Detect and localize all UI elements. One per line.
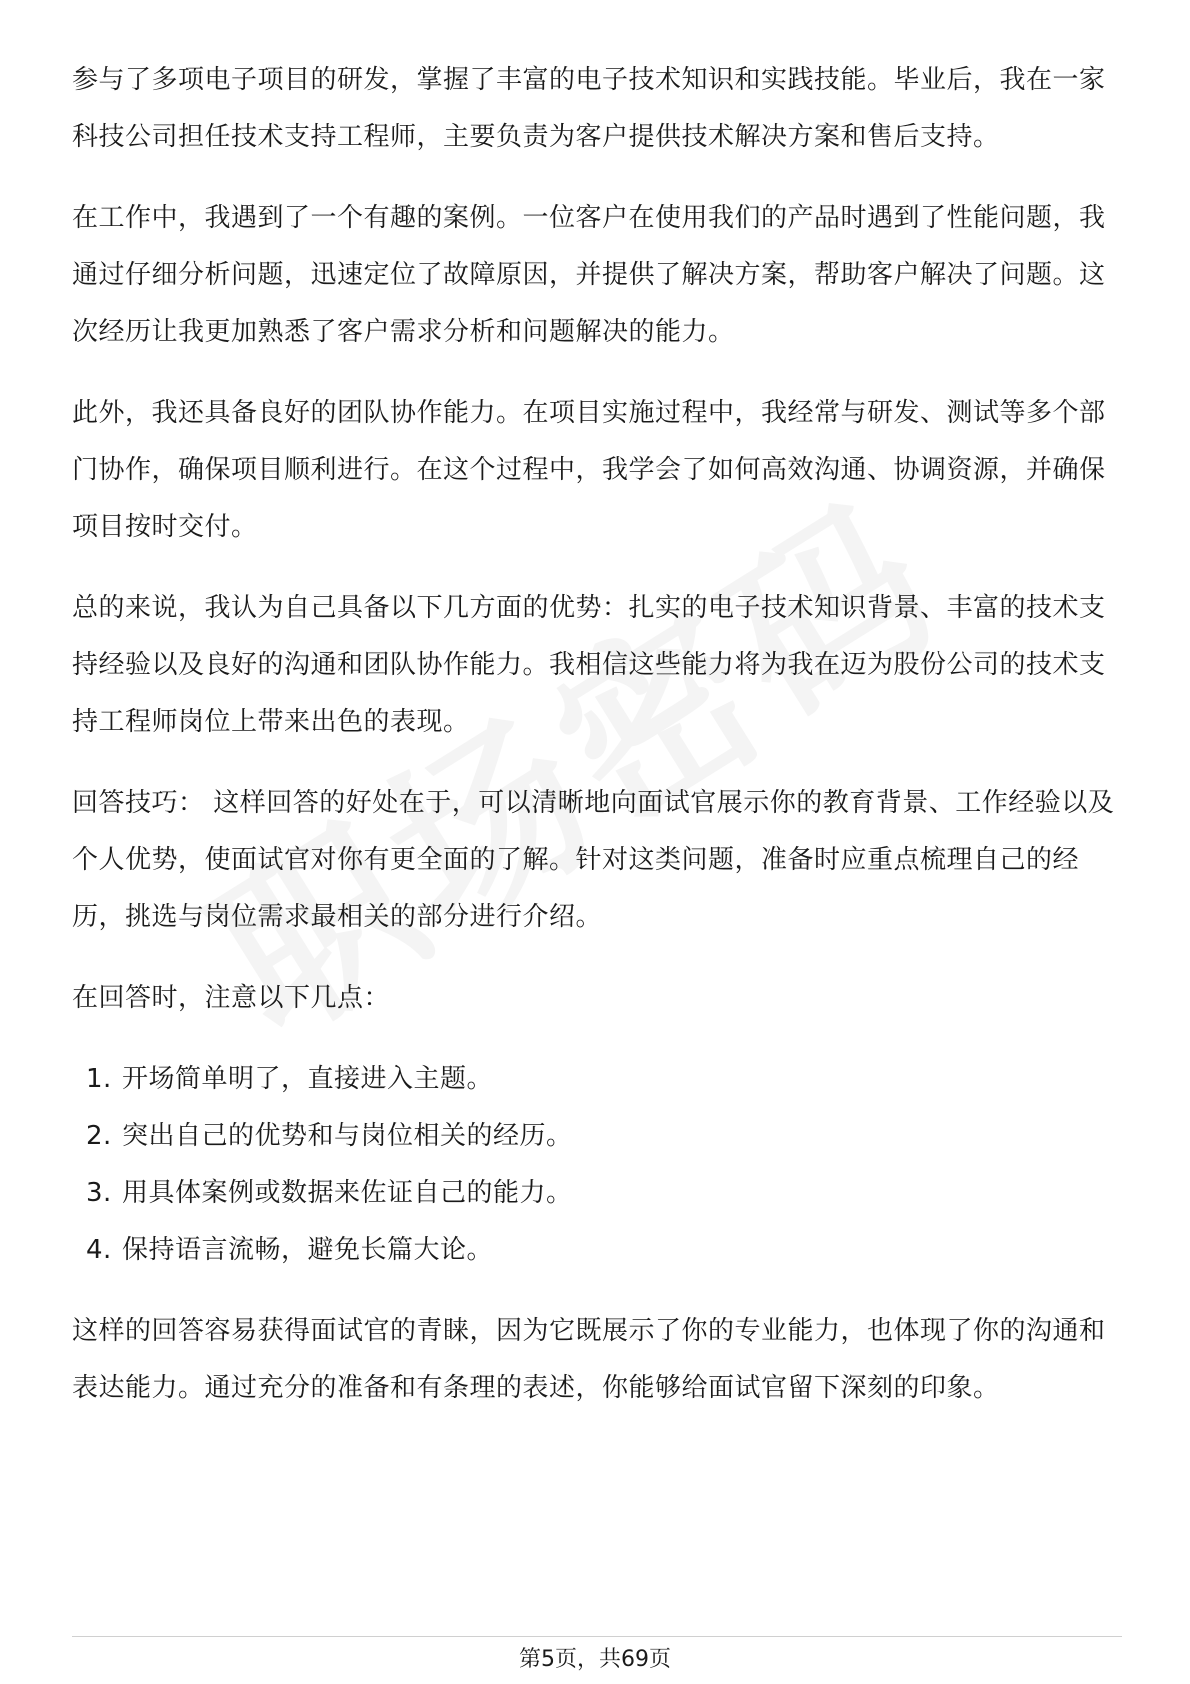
list-item-number: 1. xyxy=(86,1064,112,1094)
list-item-number: 4. xyxy=(86,1235,112,1265)
paragraph-summary: 总的来说，我认为自己具备以下几方面的优势：扎实的电子技术知识背景、丰富的技术支持经验以及良好的沟通和团队协作能力。我相信这些能力将为我在迈为股份公司的技术支持工程师岗位上带来出色的表现。 xyxy=(72,593,1106,737)
paragraph-case: 在工作中，我遇到了一个有趣的案例。一位客户在使用我们的产品时遇到了性能问题，我通过仔细分析问题，迅速定位了故障原因，并提供了解决方案，帮助客户解决了问题。这次经历让我更加熟悉了客户需求分析和问题解决的能力。 xyxy=(72,203,1106,347)
list-item xyxy=(72,1165,1122,1222)
list-item xyxy=(72,1108,1122,1165)
paragraph-list-intro: 在回答时，注意以下几点： xyxy=(72,983,391,1013)
paragraph-teamwork: 此外，我还具备良好的团队协作能力。在项目实施过程中，我经常与研发、测试等多个部门协作，确保项目顺利进行。在这个过程中，我学会了如何高效沟通、协调资源，并确保项目按时交付。 xyxy=(72,398,1106,542)
list-item xyxy=(72,1051,1122,1108)
list-item-text: 突出自己的优势和与岗位相关的经历。 xyxy=(122,1121,573,1151)
page-number: 第5页，共69页 xyxy=(519,1647,671,1672)
list-item-text: 保持语言流畅，避免长篇大论。 xyxy=(122,1235,494,1265)
list-item-number: 2. xyxy=(86,1121,112,1151)
page-content xyxy=(72,52,1122,1441)
paragraph-tips: 回答技巧： 这样回答的好处在于，可以清晰地向面试官展示你的教育背景、工作经验以及个人优势，使面试官对你有更全面的了解。针对这类问题，准备时应重点梳理自己的经历，挑选与岗位需求最相关的部分进行介绍。 xyxy=(72,788,1115,932)
list-item-number: 3. xyxy=(86,1178,112,1208)
footer-divider xyxy=(72,1636,1122,1637)
paragraph-experience: 参与了多项电子项目的研发，掌握了丰富的电子技术知识和实践技能。毕业后，我在一家科技公司担任技术支持工程师，主要负责为客户提供技术解决方案和售后支持。 xyxy=(72,65,1106,152)
list-item xyxy=(72,1222,1122,1279)
tips-list xyxy=(72,1051,1122,1279)
list-item-text: 开场简单明了，直接进入主题。 xyxy=(122,1064,494,1094)
list-item-text: 用具体案例或数据来佐证自己的能力。 xyxy=(122,1178,573,1208)
paragraph-closing: 这样的回答容易获得面试官的青睐，因为它既展示了你的专业能力，也体现了你的沟通和表达能力。通过充分的准备和有条理的表述，你能够给面试官留下深刻的印象。 xyxy=(72,1316,1106,1403)
